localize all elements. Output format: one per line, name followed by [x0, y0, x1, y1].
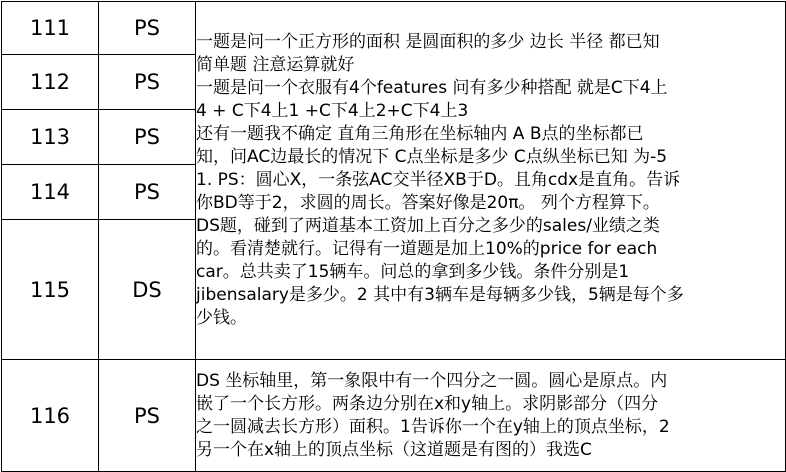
question-number: 113 [2, 110, 99, 165]
notes-line: 知，问AC边最长的情况下 C点坐标是多少 C点纵坐标已知 为-5 [196, 147, 668, 167]
notes-line: 的。看清楚就行。记得有一道题是加上10%的price for each [196, 239, 658, 259]
notes-line: DS题，碰到了两道基本工资加上百分之多少的sales/业绩之类 [196, 216, 660, 236]
question-type: PS [99, 2, 196, 55]
notes-line: car。总共卖了15辆车。问总的拿到多少钱。条件分别是1 [196, 262, 630, 282]
question-table [1, 1, 786, 472]
notes-line: 简单题 注意运算就好 [196, 55, 355, 75]
notes-line: 还有一题我不确定 直角三角形在坐标轴内 A B点的坐标都已 [196, 124, 644, 144]
notes-line: 少钱。 [196, 308, 247, 328]
question-number: 115 [2, 220, 99, 360]
question-notes-block-b [196, 360, 786, 472]
question-type: PS [99, 165, 196, 220]
question-notes-block-a [196, 2, 786, 360]
question-type: PS [99, 110, 196, 165]
notes-line: 一题是问一个正方形的面积 是圆面积的多少 边长 半径 都已知 [196, 32, 660, 52]
question-type: PS [99, 55, 196, 110]
question-number: 112 [2, 55, 99, 110]
notes-line: 一题是问一个衣服有4个features 问有多少种搭配 就是C下4上 [196, 78, 668, 98]
table-row [2, 360, 786, 472]
notes-line: 嵌了一个长方形。两条边分别在x和y轴上。求阴影部分（四分 [196, 393, 659, 414]
notes-line: 另一个在x轴上的顶点坐标（这道题是有图的）我选C [196, 439, 592, 460]
table-row [2, 2, 786, 55]
notes-line: DS 坐标轴里，第一象限中有一个四分之一圆。圆心是原点。内 [196, 370, 668, 391]
question-type: DS [99, 220, 196, 360]
question-type: PS [99, 360, 196, 472]
question-number: 116 [2, 360, 99, 472]
notes-line: jibensalary是多少。2 其中有3辆车是每辆多少钱，5辆是每个多 [196, 285, 684, 305]
notes-line: 1. PS：圆心X，一条弦AC交半径XB于D。且角cdx是直角。告诉 [196, 170, 681, 190]
notes-line: 4 + C下4上1 +C下4上2+C下4上3 [196, 101, 469, 121]
question-number: 111 [2, 2, 99, 55]
notes-line: 之一圆减去长方形）面积。1告诉你一个在y轴上的顶点坐标，2 [196, 416, 670, 437]
notes-line: 你BD等于2，求圆的周长。答案好像是20π。 列个方程算下。 [196, 193, 660, 213]
question-number: 114 [2, 165, 99, 220]
